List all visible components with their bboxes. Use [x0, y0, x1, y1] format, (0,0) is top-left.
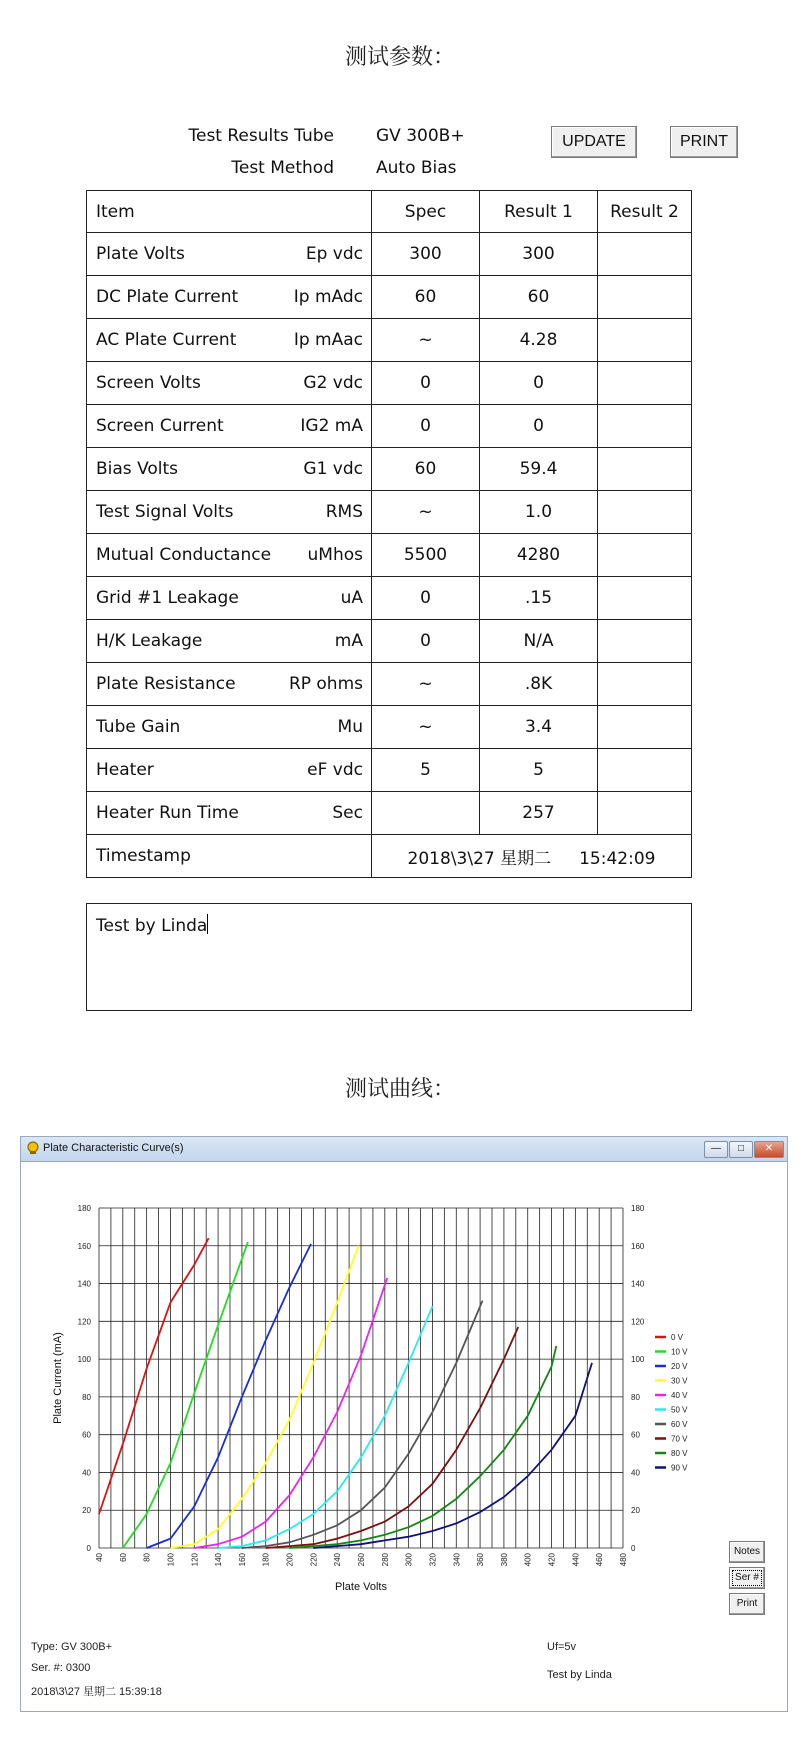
table-row	[87, 534, 692, 577]
chart-window	[20, 1136, 788, 1712]
row-item-label: Screen Volts	[96, 373, 201, 393]
timestamp-time: 15:42:09	[579, 848, 656, 869]
row-item-label: Screen Current	[96, 416, 224, 436]
table-row	[87, 620, 692, 663]
row-item-cell	[87, 620, 372, 663]
tube-value: GV 300B+	[376, 126, 465, 146]
y-tick-label-right: 20	[631, 1506, 640, 1516]
row-result2-cell	[598, 448, 692, 491]
x-tick-label: 260	[357, 1553, 366, 1567]
row-spec-cell: ~	[372, 319, 480, 362]
row-result1-cell: N/A	[480, 620, 598, 663]
x-tick-label: 100	[166, 1553, 176, 1567]
x-tick-label: 320	[428, 1553, 438, 1567]
table-row	[87, 663, 692, 706]
table-row	[87, 233, 692, 276]
row-spec-cell: ~	[372, 706, 480, 749]
row-result1-cell: 59.4	[480, 448, 598, 491]
y-tick-label-right: 60	[631, 1430, 640, 1440]
row-result2-cell	[598, 620, 692, 663]
table-row	[87, 792, 692, 835]
row-result2-cell	[598, 577, 692, 620]
footer-serial: Ser. #: 0300	[31, 1662, 91, 1674]
table-row	[87, 319, 692, 362]
print-button[interactable]: PRINT	[670, 126, 738, 158]
row-result1-cell: 3.4	[480, 706, 598, 749]
x-tick-label: 140	[214, 1553, 224, 1567]
y-tick-label-left: 180	[77, 1204, 91, 1213]
row-unit-label: Ep vdc	[305, 244, 363, 264]
row-item-cell	[87, 276, 372, 319]
chart-print-button[interactable]: Print	[729, 1593, 765, 1615]
x-tick-label: 400	[523, 1553, 533, 1567]
y-tick-label-right: 0	[631, 1544, 636, 1553]
legend-label: 70 V	[671, 1434, 688, 1444]
row-unit-label: IG2 mA	[300, 416, 363, 436]
x-tick-label: 160	[237, 1553, 247, 1567]
timestamp-value	[372, 835, 692, 878]
row-result2-cell	[598, 491, 692, 534]
series-line	[290, 1346, 557, 1548]
row-item-cell	[87, 233, 372, 276]
row-result1-cell: 0	[480, 362, 598, 405]
table-row	[87, 362, 692, 405]
row-result1-cell: 1.0	[480, 491, 598, 534]
row-unit-label: G1 vdc	[303, 459, 363, 479]
col-header-spec: Spec	[372, 191, 480, 233]
row-spec-cell: 5500	[372, 534, 480, 577]
window-titlebar[interactable]	[21, 1137, 787, 1162]
row-unit-label: eF vdc	[307, 760, 363, 780]
row-item-cell	[87, 534, 372, 577]
row-item-cell	[87, 663, 372, 706]
row-item-label: DC Plate Current	[96, 287, 239, 307]
x-tick-label: 300	[404, 1553, 414, 1567]
x-tick-label: 220	[309, 1553, 319, 1567]
row-item-label: Grid #1 Leakage	[96, 588, 239, 608]
row-item-label: H/K Leakage	[96, 631, 203, 651]
row-unit-label: mA	[334, 631, 363, 651]
row-spec-cell: 5	[372, 749, 480, 792]
row-unit-label: Ip mAdc	[293, 287, 363, 307]
row-item-label: Test Signal Volts	[96, 502, 234, 522]
row-result1-cell: .15	[480, 577, 598, 620]
table-row	[87, 749, 692, 792]
row-result2-cell	[598, 233, 692, 276]
row-item-label: Plate Resistance	[96, 674, 236, 694]
notes-button[interactable]: Notes	[729, 1541, 765, 1563]
y-tick-label-left: 80	[82, 1392, 91, 1402]
row-unit-label: RMS	[325, 502, 363, 522]
y-tick-label-right: 140	[631, 1279, 645, 1289]
legend-label: 30 V	[671, 1376, 688, 1386]
y-axis-title: Plate Current (mA)	[52, 1332, 64, 1424]
row-unit-label: G2 vdc	[303, 373, 363, 393]
table-row	[87, 706, 692, 749]
row-unit-label: RP ohms	[288, 674, 363, 694]
x-tick-label: 440	[571, 1553, 581, 1567]
series-line	[147, 1244, 311, 1548]
row-result1-cell: 0	[480, 405, 598, 448]
y-tick-label-left: 160	[77, 1241, 91, 1251]
series-line	[194, 1278, 387, 1548]
legend-label: 40 V	[671, 1391, 688, 1400]
x-tick-label: 120	[190, 1553, 200, 1567]
text-caret	[207, 914, 208, 934]
row-spec-cell: ~	[372, 663, 480, 706]
row-result1-cell: 60	[480, 276, 598, 319]
notes-text: Test by Linda	[96, 916, 208, 936]
x-tick-label: 80	[142, 1553, 152, 1562]
legend-label: 0 V	[671, 1333, 684, 1342]
row-result2-cell	[598, 405, 692, 448]
footer-type: Type: GV 300B+	[31, 1641, 113, 1653]
row-result1-cell: 4280	[480, 534, 598, 577]
y-tick-label-left: 20	[82, 1506, 91, 1516]
row-item-cell	[87, 319, 372, 362]
method-label: Test Method	[231, 158, 334, 178]
maximize-button[interactable]: □	[729, 1141, 753, 1158]
row-item-cell	[87, 749, 372, 792]
footer-test-by: Test by Linda	[547, 1669, 612, 1681]
legend-label: 60 V	[671, 1420, 688, 1429]
x-tick-label: 240	[333, 1553, 343, 1567]
row-result1-cell: 300	[480, 233, 598, 276]
y-tick-label-right: 80	[631, 1392, 640, 1402]
legend-label: 20 V	[671, 1362, 688, 1371]
row-spec-cell: 0	[372, 362, 480, 405]
y-tick-label-right: 100	[631, 1355, 645, 1365]
footer-date: 2018\3\27 星期二 15:39:18	[31, 1686, 162, 1698]
row-result1-cell: 5	[480, 749, 598, 792]
y-tick-label-left: 40	[82, 1468, 91, 1478]
row-spec-cell: 0	[372, 577, 480, 620]
row-item-label: Heater	[96, 760, 154, 780]
table-row	[87, 448, 692, 491]
x-tick-label: 420	[547, 1553, 557, 1567]
tube-label: Test Results Tube	[188, 126, 334, 146]
row-item-label: Plate Volts	[96, 244, 185, 264]
footer-uf: Uf=5v	[547, 1641, 577, 1653]
col-header-result1: Result 1	[480, 191, 598, 233]
row-item-label: Mutual Conductance	[96, 545, 272, 565]
row-item-label: Heater Run Time	[96, 803, 239, 823]
tube-icon	[26, 1141, 40, 1156]
row-result2-cell	[598, 706, 692, 749]
legend-label: 90 V	[671, 1463, 688, 1473]
y-tick-label-right: 180	[631, 1204, 645, 1213]
section-title-curves: 测试曲线：	[344, 1077, 455, 1102]
timestamp-label: Timestamp	[87, 835, 372, 878]
legend-label: 10 V	[671, 1347, 688, 1357]
row-unit-label: Ip mAac	[293, 330, 363, 350]
row-item-cell	[87, 362, 372, 405]
y-tick-label-left: 0	[86, 1544, 91, 1553]
legend-label: 50 V	[671, 1405, 688, 1415]
row-spec-cell: 300	[372, 233, 480, 276]
row-result2-cell	[598, 362, 692, 405]
x-tick-label: 200	[285, 1553, 295, 1567]
minimize-button[interactable]: —	[704, 1141, 728, 1158]
row-result1-cell: .8K	[480, 663, 598, 706]
x-tick-label: 380	[499, 1553, 509, 1567]
method-value: Auto Bias	[376, 158, 457, 178]
row-item-cell	[87, 792, 372, 835]
row-spec-cell: 0	[372, 405, 480, 448]
row-result2-cell	[598, 319, 692, 362]
row-spec-cell: 0	[372, 620, 480, 663]
row-unit-label: uMhos	[307, 545, 363, 565]
section-title-parameters: 测试参数：	[344, 45, 455, 70]
x-tick-label: 40	[95, 1553, 104, 1562]
table-header-row	[87, 191, 692, 233]
y-tick-label-right: 120	[631, 1317, 645, 1327]
col-header-item: Item	[87, 191, 372, 233]
row-item-label: Bias Volts	[96, 459, 179, 479]
y-tick-label-left: 60	[82, 1430, 91, 1440]
notes-textarea[interactable]	[86, 903, 692, 1011]
row-spec-cell: 60	[372, 448, 480, 491]
legend-label: 80 V	[671, 1449, 688, 1458]
plate-curve-chart	[21, 1161, 787, 1711]
row-item-cell	[87, 448, 372, 491]
y-tick-label-right: 40	[631, 1468, 640, 1478]
timestamp-row	[87, 835, 692, 878]
row-item-cell	[87, 706, 372, 749]
row-result2-cell	[598, 534, 692, 577]
y-tick-label-left: 100	[77, 1355, 91, 1365]
row-result2-cell	[598, 749, 692, 792]
row-unit-label: Sec	[332, 803, 363, 823]
x-tick-label: 180	[261, 1553, 271, 1567]
x-axis-title: Plate Volts	[335, 1581, 387, 1593]
row-unit-label: Mu	[337, 717, 363, 737]
table-row	[87, 276, 692, 319]
row-item-cell	[87, 491, 372, 534]
ser-button[interactable]: Ser #	[729, 1567, 765, 1589]
x-tick-label: 280	[380, 1553, 390, 1567]
row-unit-label: uA	[340, 588, 363, 608]
row-result1-cell: 4.28	[480, 319, 598, 362]
row-item-cell	[87, 577, 372, 620]
x-tick-label: 360	[476, 1553, 486, 1567]
x-tick-label: 60	[118, 1553, 128, 1562]
y-tick-label-right: 160	[631, 1241, 645, 1251]
row-item-label: Tube Gain	[96, 717, 181, 737]
close-button[interactable]: ✕	[754, 1141, 784, 1158]
row-result2-cell	[598, 792, 692, 835]
x-tick-label: 480	[619, 1553, 628, 1567]
table-row	[87, 577, 692, 620]
y-tick-label-left: 140	[77, 1279, 91, 1289]
row-spec-cell	[372, 792, 480, 835]
update-button[interactable]: UPDATE	[551, 126, 637, 158]
row-result2-cell	[598, 276, 692, 319]
row-spec-cell: 60	[372, 276, 480, 319]
row-item-label: AC Plate Current	[96, 330, 237, 350]
table-row	[87, 491, 692, 534]
table-row	[87, 405, 692, 448]
y-tick-label-left: 120	[77, 1317, 91, 1327]
row-result2-cell	[598, 663, 692, 706]
x-tick-label: 460	[595, 1553, 605, 1567]
window-title: Plate Characteristic Curve(s)	[43, 1142, 184, 1154]
row-spec-cell: ~	[372, 491, 480, 534]
timestamp-date: 2018\3\27 星期二	[407, 848, 552, 869]
col-header-result2: Result 2	[598, 191, 692, 233]
x-tick-label: 340	[452, 1553, 462, 1567]
results-table	[86, 190, 692, 878]
series-line	[123, 1242, 248, 1548]
row-result1-cell: 257	[480, 792, 598, 835]
row-item-cell	[87, 405, 372, 448]
